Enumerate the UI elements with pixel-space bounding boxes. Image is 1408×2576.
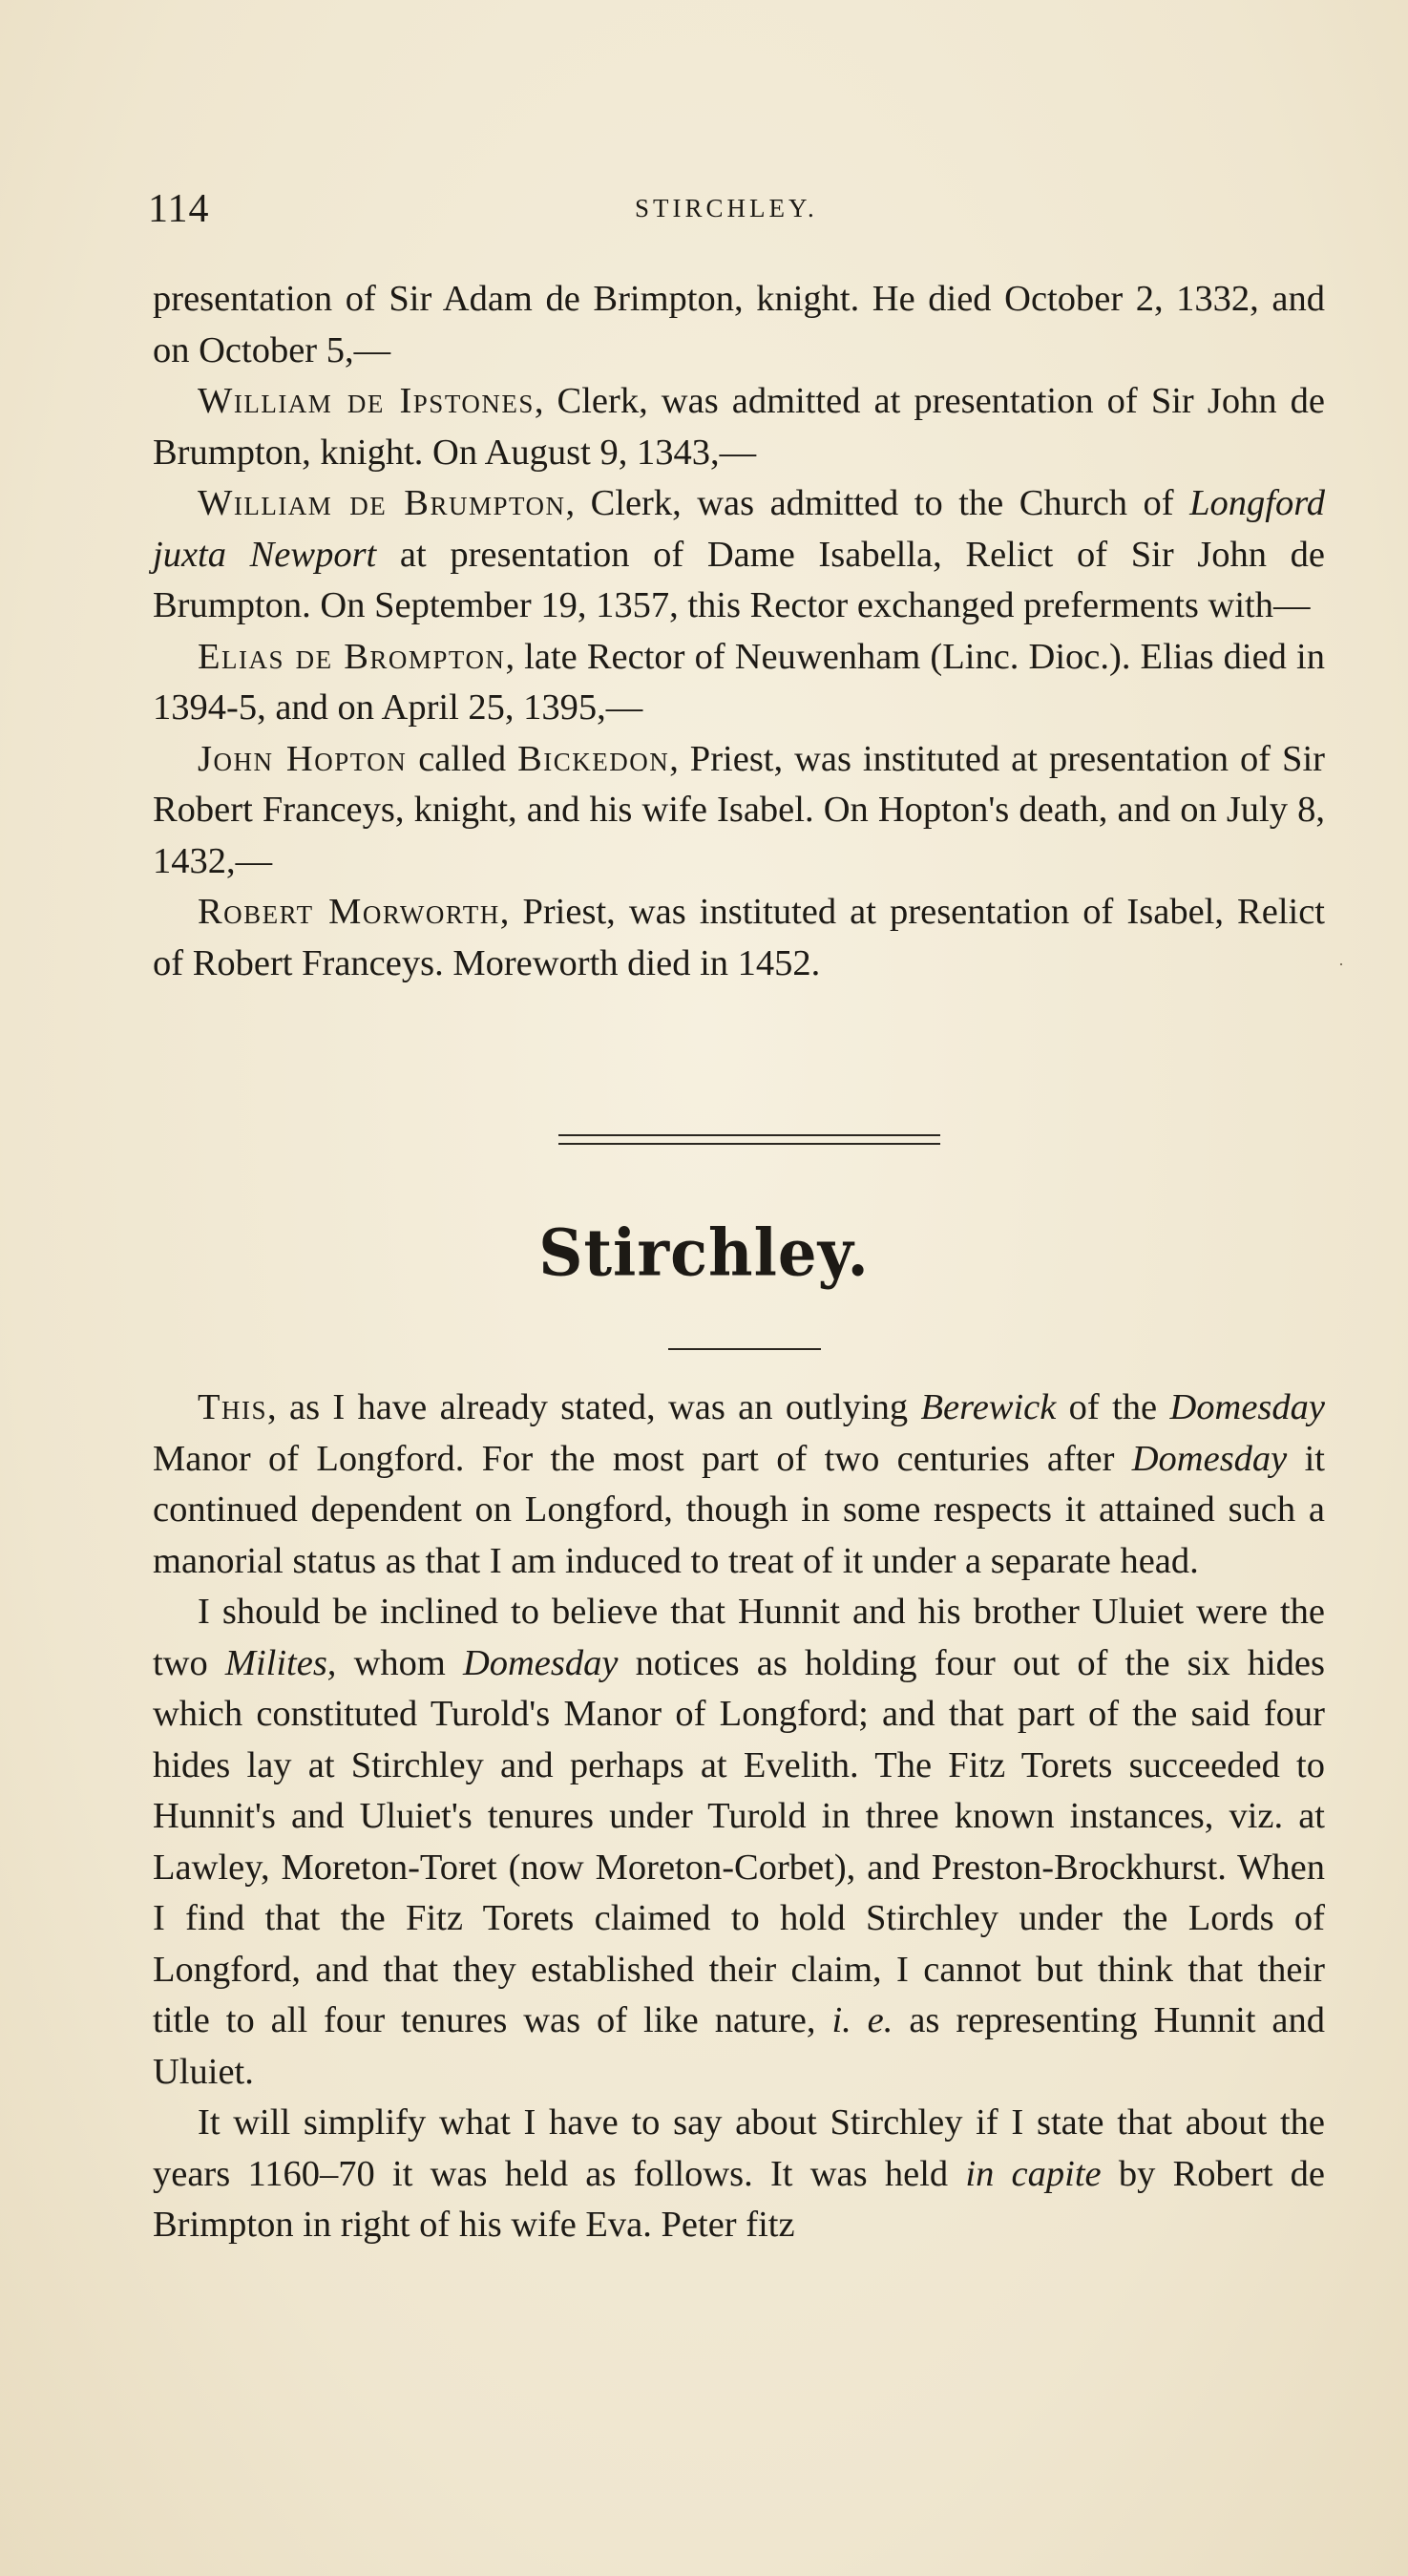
page-number: 114 <box>148 187 210 231</box>
paragraph <box>153 887 1325 989</box>
name-small-caps: Bickedon <box>517 738 670 779</box>
name-small-caps: John Hopton <box>198 738 408 779</box>
paragraph <box>153 1587 1325 2098</box>
text-run: , Clerk, was admitted at presentation of Sir John de Brumpton, knight. On August 9, 1343,— <box>153 381 1325 473</box>
italic-term: Berewick <box>920 1387 1057 1427</box>
text-run: , Clerk, was admitted to the Church of <box>565 483 1190 523</box>
name-small-caps: William de Brumpton <box>198 483 566 523</box>
paragraph <box>153 274 1325 376</box>
text-run: , late Rector of Neuwenham (Linc. Dioc.). Elias died in 1394-5, and on April 25, 1395,— <box>153 636 1325 728</box>
paragraph <box>153 1383 1325 1587</box>
name-small-caps: William de Ipstones <box>198 381 535 421</box>
text-run: it continued dependent on Longford, though in some respects it attained such a manorial status as that I am induced to treat of it under a separate head. <box>153 1438 1325 1581</box>
running-head: STIRCHLEY. <box>635 194 818 222</box>
text-run: called <box>407 738 518 779</box>
italic-term: in capite <box>965 2153 1102 2194</box>
text-run: notices as holding four out of the six hides which constituted Turold's Manor of Longford; and that part of the said four hides lay at Stirchley and perhaps at Evelith. The Fitz Torets succeeded to Hunnit's and Uluiet's tenures under Turold in three known instances, viz. at Lawley, Moreton-Toret (now Moreton-Corbet), and Preston-Brockhurst. When I find that the Fitz Torets claimed to hold Stirchley under the Lords of Longford, and that they established their claim, I cannot but think that their title to all four tenures was of like nature, <box>153 1642 1325 2040</box>
italic-term: i. e. <box>831 2000 893 2040</box>
paragraph <box>153 376 1325 478</box>
text-run: It will simplify what I have to say about Stirchley if I state that about the years 1160–70 it was held as follows. It was held <box>153 2102 1325 2194</box>
text-run: , Priest, was instituted at presentation of Isabel, Relict of Robert Franceys. Moreworth died in 1452. <box>153 892 1325 983</box>
paragraph <box>153 478 1325 632</box>
text-run: of the <box>1056 1387 1170 1427</box>
italic-term: Longford juxta Newport <box>153 483 1326 575</box>
name-small-caps: This <box>198 1387 268 1427</box>
text-run: by Robert de Brimpton in right of his wife Eva. Peter fitz <box>153 2153 1325 2245</box>
margin-mark: · <box>1338 955 1344 974</box>
italic-term: Milites, <box>224 1642 337 1683</box>
paragraph <box>153 632 1325 734</box>
italic-term: Domesday <box>462 1642 619 1683</box>
title-underline-rule <box>668 1348 821 1350</box>
section-divider-double-rule <box>558 1134 940 1145</box>
text-run: as representing Hunnit and Uluiet. <box>153 2000 1325 2092</box>
page-header <box>148 186 1322 234</box>
text-run: at presentation of Dame Isabella, Relict of Sir John de Brumpton. On September 19, 1357, this Rector exchanged preferments with— <box>153 534 1326 625</box>
text-run: whom <box>336 1642 463 1683</box>
paragraph <box>153 2098 1325 2251</box>
italic-term: Domesday <box>1169 1387 1325 1427</box>
text-run: , as I have already stated, was an outlying <box>267 1387 921 1427</box>
text-run: presentation of Sir Adam de Brimpton, knight. He died October 2, 1332, and on October 5,— <box>153 279 1325 370</box>
name-small-caps: Robert Morworth <box>198 892 500 932</box>
name-small-caps: Elias de Brompton <box>198 636 506 677</box>
text-run: Manor of Longford. For the most part of two centuries after <box>153 1438 1132 1479</box>
paragraph <box>153 734 1325 888</box>
text-run: , Priest, was instituted at presentation of Sir Robert Franceys, knight, and his wife Isabel. On Hopton's death, and on July 8, 1432,— <box>153 738 1325 881</box>
rector-list-text <box>153 274 1325 989</box>
stirchley-section-text <box>153 1383 1325 2251</box>
italic-term: Domesday <box>1131 1438 1288 1479</box>
section-title: Stirchley. <box>538 1214 870 1292</box>
text-run: I should be inclined to believe that Hunnit and his brother Uluiet were the two <box>153 1592 1325 1683</box>
